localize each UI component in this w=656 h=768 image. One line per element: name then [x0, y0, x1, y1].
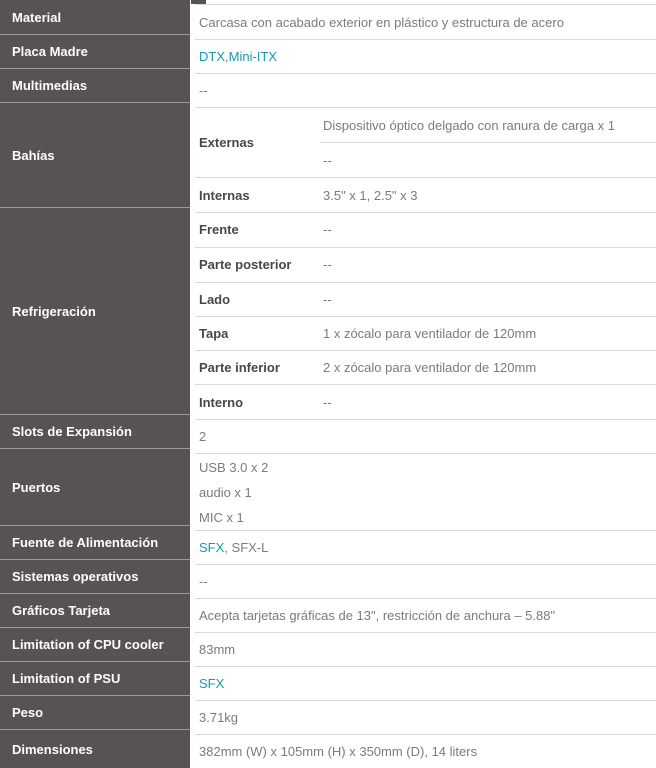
row-value-cell	[195, 4, 656, 39]
row-label-cell	[0, 35, 190, 69]
value-text: 2	[199, 429, 207, 444]
sub-row-label: Externas	[199, 135, 254, 151]
row-label: Fuente de Alimentación	[12, 535, 159, 550]
value-text: --	[323, 394, 332, 410]
row-label-cell	[0, 103, 190, 208]
sub-row-label: Frente	[199, 222, 239, 238]
row-label-cell	[0, 730, 190, 768]
value-text: --	[323, 291, 332, 307]
row-label: Limitation of PSU	[12, 671, 121, 686]
row-label-cell	[0, 449, 190, 526]
spec-value-column	[191, 0, 656, 768]
value-text: Acepta tarjetas gráficas de 13", restricción de anchura – 5.88"	[199, 608, 556, 623]
row-label: Refrigeración	[12, 303, 96, 319]
sub-row-label: Parte inferior	[199, 360, 280, 376]
sub-row-values	[320, 213, 656, 247]
row-value-cell	[195, 419, 656, 453]
row-label-cell	[0, 628, 190, 662]
row-label-cell	[0, 560, 190, 594]
row-value-cell	[195, 530, 656, 564]
spec-link[interactable]: DTX	[199, 49, 225, 64]
sub-row-values	[320, 317, 656, 351]
row-label: Material	[12, 9, 62, 25]
sub-row-label: Internas	[199, 187, 250, 203]
sub-row	[195, 282, 656, 316]
value-text: Dispositivo óptico delgado con ranura de carga x 1	[323, 117, 615, 133]
value-text: 3.5" x 1, 2.5" x 3	[323, 187, 418, 203]
row-value-cell	[195, 453, 656, 530]
tab-remnant	[191, 0, 206, 4]
sub-row	[195, 177, 656, 212]
value-text: Carcasa con acabado exterior en plástico y estructura de acero	[199, 14, 564, 30]
sub-row	[195, 350, 656, 384]
row-label: Slots de Expansión	[12, 424, 132, 439]
value-text: --	[199, 574, 208, 589]
row-value-cell	[195, 73, 656, 107]
value-text: ,	[225, 49, 229, 64]
sub-row	[195, 384, 656, 419]
row-value-cell	[195, 212, 656, 419]
row-value-cell	[195, 734, 656, 768]
row-value-cell	[195, 564, 656, 598]
row-value-cell	[195, 107, 656, 212]
row-label: Puertos	[12, 479, 61, 495]
value-text: --	[320, 142, 656, 177]
row-label: Sistemas operativos	[12, 569, 139, 584]
sub-row-values	[320, 108, 656, 177]
row-value-cell	[195, 632, 656, 666]
row-label: Gráficos Tarjeta	[12, 603, 111, 618]
value-text: 382mm (W) x 105mm (H) x 350mm (D), 14 liters	[199, 744, 478, 759]
sub-row-values	[320, 283, 656, 316]
row-label-cell	[0, 696, 190, 730]
value-text: 2 x zócalo para ventilador de 120mm	[323, 360, 537, 376]
row-label: Dimensiones	[12, 741, 93, 757]
sub-row-label: Interno	[199, 394, 244, 410]
row-label-cell	[0, 69, 190, 103]
sub-row-values	[320, 248, 656, 282]
value-text: 3.71kg	[199, 710, 239, 725]
value-text: 83mm	[199, 642, 236, 657]
row-value-cell	[195, 39, 656, 73]
spec-label-column	[0, 0, 190, 768]
value-text: audio x 1	[199, 484, 252, 500]
row-label: Multimedias	[12, 78, 88, 93]
sub-row	[195, 108, 656, 177]
value-text: 1 x zócalo para ventilador de 120mm	[323, 325, 537, 341]
sub-row-label: Parte posterior	[199, 257, 292, 273]
sub-row	[195, 316, 656, 351]
value-text: --	[323, 257, 332, 273]
sub-row	[195, 213, 656, 247]
row-label: Bahías	[12, 147, 55, 163]
sub-row	[195, 247, 656, 282]
spec-link[interactable]: Mini-ITX	[228, 49, 278, 64]
row-label-cell	[0, 594, 190, 628]
sub-row-values	[320, 178, 656, 212]
spec-link[interactable]: SFX	[199, 676, 225, 691]
row-label-cell	[0, 0, 190, 35]
row-value-cell	[195, 598, 656, 632]
row-value-cell	[195, 700, 656, 734]
row-label-cell	[0, 526, 190, 560]
value-text: MIC x 1	[199, 509, 244, 525]
sub-row-values	[320, 385, 656, 419]
row-label: Peso	[12, 705, 44, 720]
spec-link[interactable]: SFX	[199, 540, 225, 555]
row-label-cell	[0, 662, 190, 696]
sub-row-label: Lado	[199, 291, 231, 307]
row-label-cell	[0, 208, 190, 415]
value-text: USB 3.0 x 2	[199, 459, 269, 475]
row-label: Limitation of CPU cooler	[12, 637, 164, 652]
row-label-cell	[0, 415, 190, 449]
row-label: Placa Madre	[12, 44, 88, 59]
value-text: --	[199, 83, 208, 98]
sub-row-label: Tapa	[199, 325, 229, 341]
sub-row-values	[320, 351, 656, 384]
value-text: , SFX-L	[224, 540, 269, 555]
row-value-cell	[195, 666, 656, 700]
value-text: --	[323, 222, 332, 238]
